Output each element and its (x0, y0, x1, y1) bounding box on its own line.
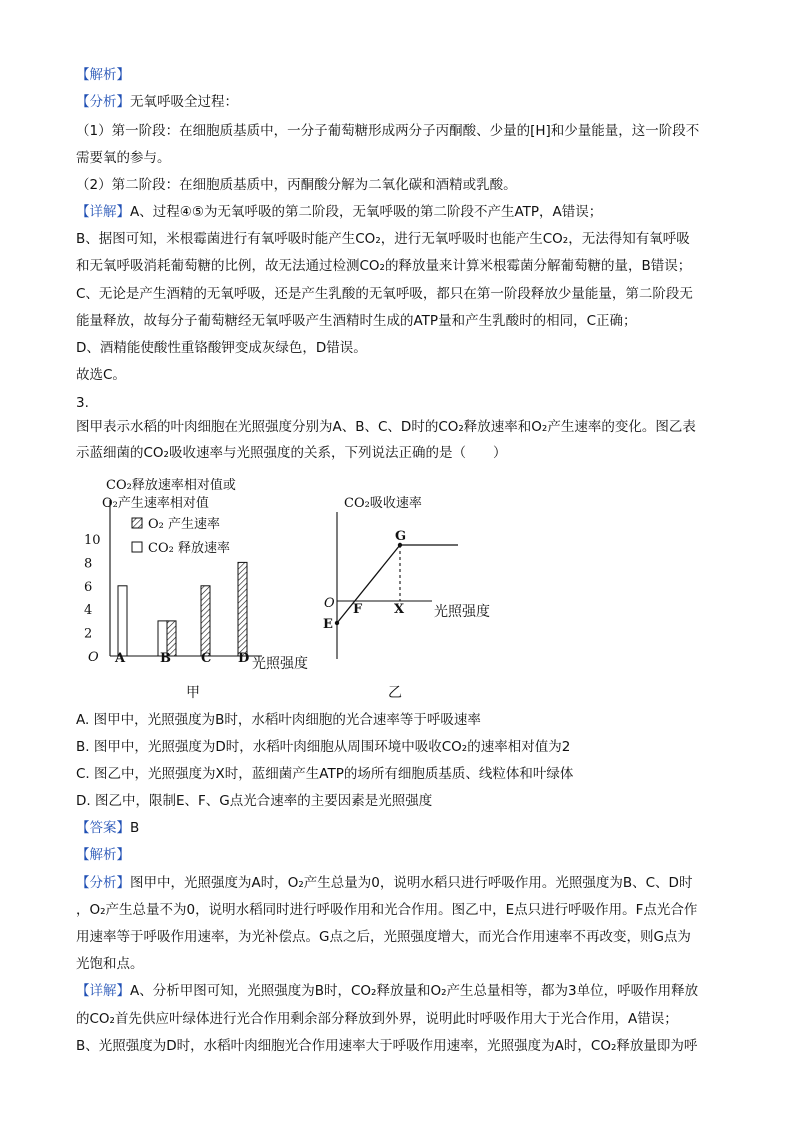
analysis-line (76, 93, 238, 111)
conclusion: 故选C。 (76, 367, 126, 383)
para-2: （2）第二阶段：在细胞质基质中，丙酮酸分解为二氧化碳和酒精或乳酸。 (76, 177, 517, 193)
jia-y-label-2: O₂产生速率相对值 (102, 496, 209, 511)
jia-y-tick-label: 6 (84, 579, 93, 595)
analysis2-line-c: 用速率等于呼吸作用速率，为光补偿点。G点之后，光照强度增大，而光合作用速率不再改变，则G点为 (76, 929, 691, 945)
jia-category-C: C (201, 651, 212, 666)
option-d: D. 图乙中，限制E、F、G点光合速率的主要因素是光照强度 (76, 793, 433, 809)
yi-label-g: G (395, 529, 407, 544)
detail-tag: 【详解】 (76, 204, 130, 220)
jia-category-B: B (160, 651, 171, 666)
analysis2-text-a: 图甲中，光照强度为A时，O₂产生总量为0，说明水稻只进行呼吸作用。光照强度为B、C、D时 (130, 875, 693, 891)
legend-o2-label: O₂ 产生速率 (148, 517, 221, 532)
detail2-tag: 【详解】 (76, 983, 130, 999)
jia-origin: O (88, 650, 99, 665)
detail2-line-1 (76, 982, 698, 1000)
analysis2-line-a (76, 874, 692, 892)
yi-origin: O (324, 596, 335, 611)
para-1a: （1）第一阶段：在细胞质基质中，一分子葡萄糖形成两分子丙酮酸、少量的[H]和少量能量，这一阶段不 (76, 123, 700, 139)
jia-x-label: 光照强度 (252, 656, 308, 672)
jia-caption: 甲 (186, 685, 200, 701)
detail-line-3b: 能量释放，故每分子葡萄糖经无氧呼吸产生酒精时生成的ATP量和产生乳酸时的相同，C正确； (76, 313, 637, 329)
detail-line-2a: B、据图可知，米根霉菌进行有氧呼吸时能产生CO₂，进行无氧呼吸时也能产生CO₂，无法得知有氧呼吸 (76, 231, 690, 247)
bar-o2-C (201, 586, 210, 656)
analysis2-tag: 【分析】 (76, 875, 130, 891)
jia-category-A: A (115, 651, 126, 666)
answer-line (76, 819, 139, 837)
question-number: 3. (76, 395, 89, 411)
answer-value: B (130, 820, 140, 836)
jia-y-tick-label: 10 (84, 533, 101, 548)
analysis2-line-b: ，O₂产生总量不为0，说明水稻同时进行呼吸作用和光合作用。图乙中，E点只进行呼吸作用。F点光合作 (76, 902, 698, 918)
question-line-b: 示蓝细菌的CO₂吸收速率与光照强度的关系，下列说法正确的是（ ） (76, 445, 507, 461)
detail-line-4: D、酒精能使酸性重铬酸钾变成灰绿色，D错误。 (76, 340, 367, 356)
option-b: B. 图甲中，光照强度为D时，水稻叶肉细胞从周围环境中吸收CO₂的速率相对值为2 (76, 739, 571, 755)
detail-line-1 (76, 203, 602, 221)
jiexi-heading: 【解析】 (76, 67, 130, 83)
para-1b: 需要氧的参与。 (76, 150, 171, 166)
yi-x-label: 光照强度 (434, 604, 490, 620)
jiexi-heading-2: 【解析】 (76, 847, 130, 863)
jia-y-tick-label: 4 (84, 603, 93, 619)
legend-o2-swatch (132, 518, 142, 528)
jia-category-D: D (238, 651, 250, 666)
yi-label-f: F (353, 602, 363, 617)
yi-y-label: CO₂吸收速率 (344, 496, 422, 511)
detail2-text-1: A、分析甲图可知，光照强度为B时，CO₂释放量和O₂产生总量相等，都为3单位，呼吸作用释放 (130, 983, 699, 999)
yi-rising-line (337, 545, 400, 623)
bar-o2-D (238, 562, 247, 656)
detail-line-3a: C、无论是产生酒精的无氧呼吸，还是产生乳酸的无氧呼吸，都只在第一阶段释放少量能量，第二阶段无 (76, 286, 693, 302)
analysis2-line-d: 光饱和点。 (76, 956, 144, 972)
bar-co2-A (118, 586, 127, 656)
question-figure (80, 478, 500, 710)
jia-y-tick-label: 2 (84, 626, 93, 642)
yi-label-x: X (394, 602, 405, 617)
option-a: A. 图甲中，光照强度为B时，水稻叶肉细胞的光合速率等于呼吸速率 (76, 712, 481, 728)
legend-co2-label: CO₂ 释放速率 (148, 541, 230, 556)
analysis-tag: 【分析】 (76, 94, 130, 110)
analysis-text: 无氧呼吸全过程： (130, 94, 238, 110)
detail2-line-3: B、光照强度为D时，水稻叶肉细胞光合作用速率大于呼吸作用速率，光照强度为A时，CO₂释放量即为呼 (76, 1038, 698, 1054)
question-line-a: 图甲表示水稻的叶肉细胞在光照强度分别为A、B、C、D时的CO₂释放速率和O₂产生速率的变化。图乙表 (76, 419, 696, 435)
yi-caption: 乙 (388, 685, 402, 701)
option-c: C. 图乙中，光照强度为X时，蓝细菌产生ATP的场所有细胞质基质、线粒体和叶绿体 (76, 766, 574, 782)
detail-line-2b: 和无氧呼吸消耗葡萄糖的比例，故无法通过检测CO₂的释放量来计算米根霉菌分解葡萄糖的量，B错误； (76, 258, 692, 274)
jia-y-label-1: CO₂释放速率相对值或 (106, 478, 236, 493)
answer-tag: 【答案】 (76, 820, 130, 836)
detail-text-1: A、过程④⑤为无氧呼吸的第二阶段，无氧呼吸的第二阶段不产生ATP，A错误； (130, 204, 603, 220)
yi-point-e (335, 621, 339, 625)
legend-co2-swatch (132, 542, 142, 552)
detail2-line-2: 的CO₂首先供应叶绿体进行光合作用剩余部分释放到外界，说明此时呼吸作用大于光合作用，A错误； (76, 1011, 678, 1027)
jia-y-tick-label: 8 (84, 556, 93, 572)
yi-label-e: E (323, 617, 333, 632)
